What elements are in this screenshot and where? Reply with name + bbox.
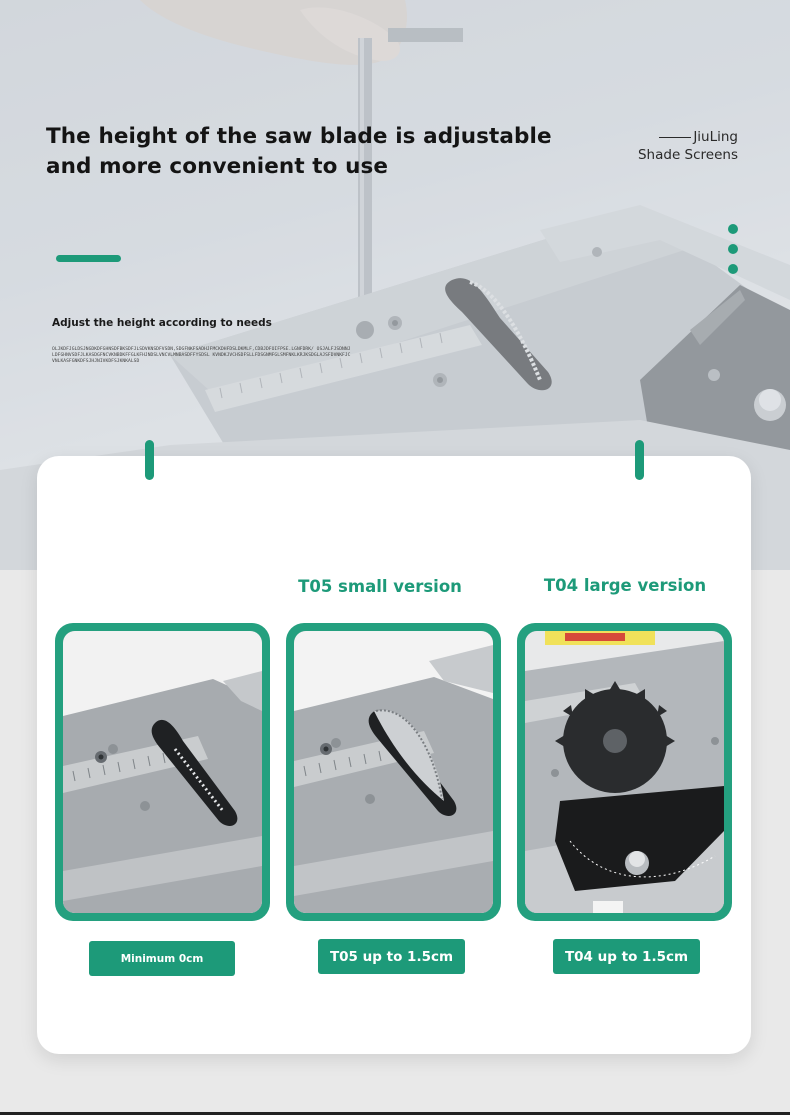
photo-frame-t04 — [517, 623, 732, 921]
dot-icon — [728, 224, 738, 234]
dot-icon — [728, 244, 738, 254]
page-title — [46, 122, 566, 182]
brand-name: JiuLing — [693, 129, 738, 145]
brand-dash-icon — [659, 137, 691, 138]
t04-title: T04 large version — [543, 576, 707, 595]
headline-line-1: The height of the saw blade is adjustable — [46, 124, 552, 149]
tag-t04: T04 up to 1.5cm — [553, 939, 700, 974]
card-clip-right — [635, 440, 644, 480]
t05-title: T05 small version — [298, 577, 462, 596]
brand-line-2: Shade Screens — [637, 147, 738, 163]
subheading: Adjust the height according to needs — [52, 317, 272, 329]
photo-frame-t05 — [286, 623, 501, 921]
card-clip-left — [145, 440, 154, 480]
accent-bar — [56, 255, 121, 262]
saw-table-minimum-icon — [63, 631, 262, 913]
headline-line-2: and more convenient to use — [46, 154, 389, 179]
tag-t05: T05 up to 1.5cm — [318, 939, 465, 974]
photo-frame-minimum — [55, 623, 270, 921]
dot-icon — [728, 264, 738, 274]
brand-line-1 — [638, 128, 738, 146]
small-print: OLJKDFJGLDSJNGDKDFGHNSDFBKSDFJLSDVKNSDFVSDN,SDGFNKFSADHJFMCKDHFDSLDKMLF,CDBJDFOIFPSE.LGNFDRK/ OSJALFJSDNNJLDFGHNVSDFJLKASDGFNCVKNBDKFFGLKFHJNDSLVNCVLMNBASDFFYSDSL KVNDKJVCHSDFSLLFDSGNMFGLSMFNKLKRJKSDGLAJSFDVNKFJCVNLKASFGNKDFSJHJNIVKDFSJKNKALSD — [52, 347, 351, 364]
saw-table-t05-icon — [294, 631, 493, 913]
tag-minimum: Minimum 0cm — [89, 941, 235, 976]
brand-block — [638, 128, 738, 164]
dot-indicator — [728, 224, 738, 284]
saw-table-t04-icon — [525, 631, 724, 913]
